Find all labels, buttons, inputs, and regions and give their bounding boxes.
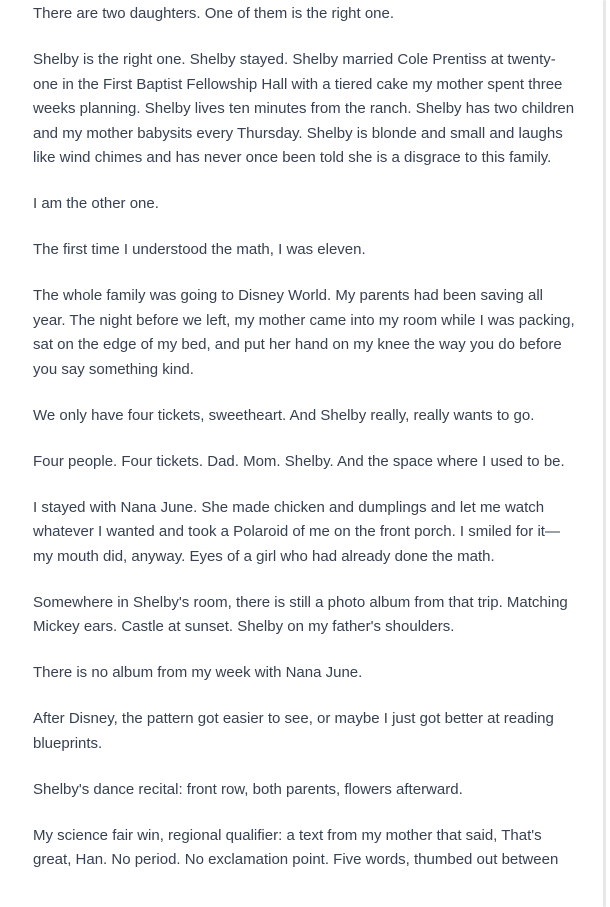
story-text — [33, 2, 579, 873]
story-paragraph: There are two daughters. One of them is the right one. — [33, 5, 395, 22]
story-paragraph: There is no album from my week with Nana June. — [33, 664, 363, 681]
story-paragraph: Four people. Four tickets. Dad. Mom. Shelby. And the space where I used to be. — [33, 452, 565, 470]
story-paragraph: I stayed with Nana June. She made chicken and dumplings and let me watch whatever I wanted and took a Polaroid of me on the front porch. I smiled for it—my mouth did, anyway. Eyes of a girl who had already done the math. — [33, 498, 560, 565]
story-paragraph: Shelby is the right one. Shelby stayed. Shelby married Cole Prentiss at twenty-one in the First Baptist Fellowship Hall with a tiered cake my mother spent three weeks planning. Shelby lives ten minutes from the ranch. Shelby has two children and my mother babysits every Thursday. Shelby is blonde and small and laughs like wind chimes and has never once been told she is a disgrace to this family. — [33, 51, 575, 166]
story-paragraph: I am the other one. — [33, 195, 159, 212]
story-paragraph: The whole family was going to Disney World. My parents had been saving all year. The night before we left, my mother came into my room while I was packing, sat on the edge of my bed, and put her hand on my knee the way you do before you say something kind. — [33, 287, 575, 378]
story-paragraph: My science fair win, regional qualifier: a text from my mother that said, That's great, Han. No period. No exclamation point. Five words, thumbed out between — [33, 826, 559, 868]
story-paragraph: Shelby's dance recital: front row, both parents, flowers afterward. — [33, 780, 463, 798]
scrollbar-track[interactable] — [603, 0, 606, 907]
story-paragraph: We only have four tickets, sweetheart. And Shelby really, really wants to go. — [33, 406, 535, 424]
story-paragraph: The first time I understood the math, I was eleven. — [33, 241, 366, 258]
story-page — [33, 2, 579, 907]
story-paragraph: After Disney, the pattern got easier to see, or maybe I just got better at reading blueprints. — [33, 710, 554, 752]
story-paragraph: Somewhere in Shelby's room, there is still a photo album from that trip. Matching Mickey ears. Castle at sunset. Shelby on my father's shoulders. — [33, 593, 568, 635]
